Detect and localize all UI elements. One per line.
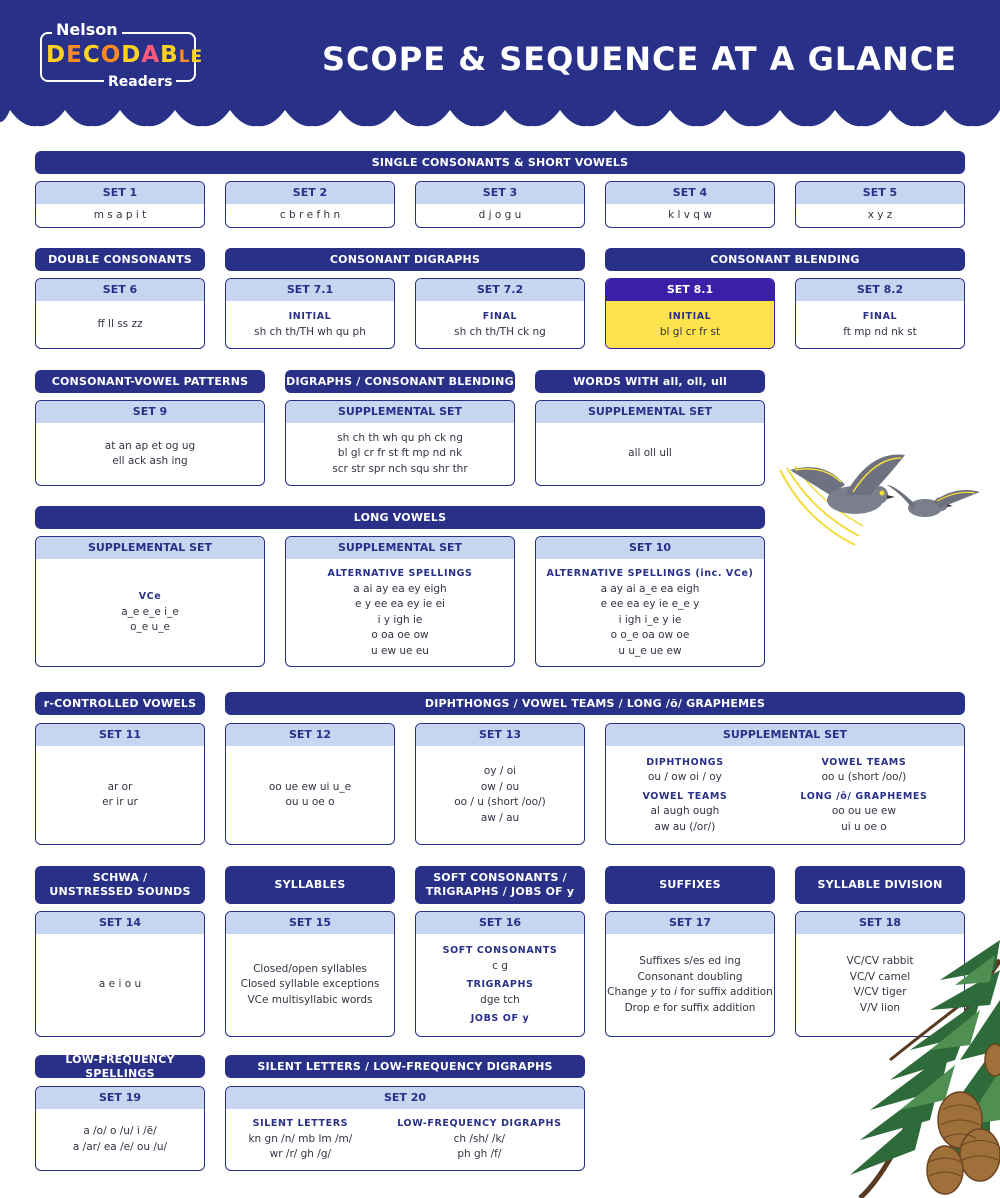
set-6-card [35,278,205,349]
supplemental-set-digraphs-card [285,400,515,486]
card-body [226,746,394,844]
card-body [536,559,764,666]
card-line: a e i o u [98,978,142,991]
text: for suffix addition [677,986,773,998]
logo-letter: A [141,42,161,68]
card-body [36,204,204,227]
scallop-border [0,104,1000,132]
text-italic: i [674,986,678,998]
card-body [226,204,394,227]
right-column [397,1116,561,1163]
card-header: SET 8.2 [796,279,964,301]
card-line: ou / ow oi / oy [648,771,722,784]
section-bar-syllables: SYLLABLES [225,866,395,904]
card-line: kn gn /n/ mb lm /m/ [248,1132,353,1145]
card-subheading: LOW-FREQUENCY DIGRAPHS [397,1118,562,1130]
card-body [416,301,584,348]
card-header: SET 4 [606,182,774,204]
card-subheading: FINAL [482,311,518,322]
supplemental-set-vce-card [35,536,265,667]
set-10-card [535,536,765,667]
logo-letter: B [160,42,179,68]
card-header: SET 12 [226,724,394,746]
card-header: SET 7.1 [226,279,394,301]
card-line: V/CV tiger [853,986,907,998]
card-body [796,204,964,227]
card-line: VC/CV rabbit [846,955,914,967]
card-line: scr str spr nch squ shr thr [332,462,468,475]
card-line: ow / ou [480,780,520,793]
logo-letter: L [178,47,191,67]
card-body [416,204,584,227]
card-header: SET 18 [796,912,964,934]
card-header: SET 16 [416,912,584,934]
card-line: oy / oi [483,765,517,777]
card-subheading: SOFT CONSONANTS [442,945,558,957]
supplemental-set-alternative-spellings-card [285,536,515,667]
logo-letter: C [82,42,101,68]
card-line: sh ch th/TH ck ng [454,325,546,338]
logo-letter: O [100,42,122,68]
nelson-decodable-logo [40,20,204,90]
set-7-1-card [225,278,395,349]
bar-line: SOFT CONSONANTS / [433,871,567,884]
card-line [625,1001,756,1017]
section-bar-diphthongs: DIPHTHONGS / VOWEL TEAMS / LONG /ō/ GRAPHEMES [225,692,965,715]
card-line: e y ee ea ey ie ei [355,598,445,610]
set-3-card [415,181,585,228]
text-italic: e [653,1001,660,1014]
set-8-1-card-highlighted [605,278,775,349]
text: for suffix addition [659,1001,756,1014]
card-line [607,985,773,1001]
left-column [643,755,728,836]
card-line: k l v q w [668,208,712,221]
card-line: VC/V camel [849,970,911,983]
section-bar-low-frequency-spellings: LOW-FREQUENCY SPELLINGS [35,1055,205,1078]
card-line: VCe multisyllabic words [247,993,373,1006]
card-header: SUPPLEMENTAL SET [606,724,964,746]
card-header: SUPPLEMENTAL SET [286,401,514,423]
text-italic: y [650,986,657,998]
card-line: u u_e ue ew [618,644,682,657]
card-header: SET 6 [36,279,204,301]
section-bar-r-controlled-vowels: r-CONTROLLED VOWELS [35,692,205,715]
section-bar-long-vowels: LONG VOWELS [35,506,765,529]
bar-line: TRIGRAPHS / JOBS OF y [425,885,575,898]
section-bar-single-consonants: SINGLE CONSONANTS & SHORT VOWELS [35,151,965,174]
card-subheading: DIPHTHONGS [646,756,724,768]
supplemental-set-all-card [535,400,765,486]
set-7-2-card [415,278,585,349]
card-line: er ir ur [102,796,138,808]
card-line: x y z [867,208,893,221]
section-bar-consonant-vowel-patterns: CONSONANT-VOWEL PATTERNS [35,370,265,393]
card-subheading: LONG /ō/ GRAPHEMES [800,790,928,802]
card-subheading: INITIAL [668,311,712,322]
card-line: a ai ay ea ey eigh [353,582,447,595]
card-line: oo / u (short /oo/) [454,796,546,808]
card-line: m s a p i t [93,208,147,221]
card-subheading: VCe [138,591,162,603]
bar-line: SCHWA / [92,871,148,884]
card-line: c g [492,959,508,972]
set-4-card [605,181,775,228]
card-header: SET 3 [416,182,584,204]
logo-nelson-text: Nelson [52,20,122,39]
card-subheading: INITIAL [288,311,332,322]
card-line: dge tch [480,993,520,1006]
card-subheading: ALTERNATIVE SPELLINGS [327,568,473,579]
card-header: SET 8.1 [606,279,774,301]
set-5-card [795,181,965,228]
section-bar-soft-consonants [415,866,585,904]
card-header: SET 9 [36,401,264,423]
set-9-card [35,400,265,486]
left-column [248,1116,352,1163]
section-bar-suffixes: SUFFIXES [605,866,775,904]
card-line: ar or [107,780,133,793]
card-body [416,746,584,844]
card-header: SET 1 [36,182,204,204]
card-header: SUPPLEMENTAL SET [36,537,264,559]
card-body [226,1109,584,1170]
card-subheading: VOWEL TEAMS [821,756,907,768]
set-2-card [225,181,395,228]
card-line: ou u oe o [285,796,335,808]
card-body [36,423,264,485]
card-line: wr /r/ gh /g/ [269,1148,332,1161]
pine-branch-illustration [830,940,1000,1198]
card-line: sh ch th/TH wh qu ph [254,325,366,338]
card-line: i y igh ie [377,613,423,626]
card-line: oo u (short /oo/) [821,771,907,784]
card-header: SET 13 [416,724,584,746]
set-20-card [225,1086,585,1171]
set-16-card [415,911,585,1037]
page-title: SCOPE & SEQUENCE AT A GLANCE [322,40,958,78]
card-line: aw au (/or/) [654,820,716,833]
card-line: ph gh /f/ [457,1148,502,1161]
set-12-card [225,723,395,845]
card-subheading: ALTERNATIVE SPELLINGS (inc. VCe) [546,568,754,579]
flying-birds-illustration [775,440,990,550]
logo-readers-text: Readers [104,74,176,90]
card-line: a_e e_e i_e [121,605,179,618]
card-line: Closed/open syllables [253,962,367,975]
set-11-card [35,723,205,845]
card-subheading: SILENT LETTERS [252,1118,349,1130]
two-column-content [226,1116,584,1163]
section-bar-double-consonants: DOUBLE CONSONANTS [35,248,205,271]
card-line: aw / au [480,811,520,824]
card-line: bl gl cr fr st [659,325,721,338]
card-body [36,934,204,1036]
text: Drop [624,1001,654,1014]
card-subheading: TRIGRAPHS [466,979,534,991]
card-line: a ay ai a_e ea eigh [600,582,700,595]
card-header: SET 19 [36,1087,204,1109]
card-line: V/V lion [859,1001,901,1014]
card-line: Closed syllable exceptions [240,978,380,991]
card-body [286,423,514,485]
card-line: sh ch th wh qu ph ck ng [337,431,463,444]
card-body [226,301,394,348]
logo-decodable-text [46,42,203,68]
section-bar-syllable-division: SYLLABLE DIVISION [795,866,965,904]
logo-letter: E [190,47,204,67]
logo-letter: D [46,42,67,68]
card-subheading: JOBS OF y [470,1013,530,1025]
card-line: ell ack ash ing [112,455,188,467]
set-13-card [415,723,585,845]
card-body [226,934,394,1036]
right-column [800,755,927,836]
set-1-card [35,181,205,228]
section-bar-silent-letters: SILENT LETTERS / LOW-FREQUENCY DIGRAPHS [225,1055,585,1078]
card-line: a /ar/ ea /e/ ou /u/ [72,1140,168,1153]
card-header: SET 5 [796,182,964,204]
card-body [796,301,964,348]
card-header: SUPPLEMENTAL SET [536,401,764,423]
card-header: SET 15 [226,912,394,934]
card-body [286,559,514,666]
card-body [606,934,774,1036]
set-14-card [35,911,205,1037]
card-line: oo ou ue ew [831,805,896,818]
card-line: i igh i_e y ie [618,613,682,626]
card-header: SET 2 [226,182,394,204]
card-body [36,301,204,348]
card-header: SET 11 [36,724,204,746]
card-line: ft mp nd nk st [843,325,917,338]
card-line: oo ue ew ui u_e [268,780,352,793]
card-line: o o_e oa ow oe [610,629,690,641]
card-body [536,423,764,485]
card-header: SET 7.2 [416,279,584,301]
logo-letter: D [121,42,142,68]
card-line: d j o g u [478,208,522,221]
set-19-card [35,1086,205,1171]
card-line: all oll ull [628,447,672,460]
card-header: SUPPLEMENTAL SET [286,537,514,559]
supplemental-set-diphthongs-card [605,723,965,845]
section-bar-consonant-blending: CONSONANT BLENDING [605,248,965,271]
card-line: Consonant doubling [637,970,743,983]
card-body [36,559,264,666]
section-bar-digraphs-consonant-blending: DIGRAPHS / CONSONANT BLENDING [285,370,515,393]
card-line: al augh ough [650,805,720,818]
card-body [606,746,964,844]
card-header: SET 10 [536,537,764,559]
card-subheading: FINAL [862,311,898,322]
text: Change [607,986,651,998]
set-17-card [605,911,775,1037]
card-line: a /o/ o /u/ i /ē/ [83,1125,157,1137]
card-line: ui u oe o [841,820,887,833]
two-column-content [606,755,964,836]
card-line: o_e u_e [130,621,170,634]
card-line: ff ll ss zz [97,317,143,330]
card-header: SET 14 [36,912,204,934]
card-line: c b r e f h n [279,208,341,221]
section-bar-schwa [35,866,205,904]
card-body [416,934,584,1036]
card-line: Suffixes s/es ed ing [639,955,741,967]
card-line: u ew ue eu [371,644,429,657]
card-line: o oa oe ow [371,629,429,641]
card-subheading: VOWEL TEAMS [642,790,728,802]
card-body [36,746,204,844]
card-body [606,301,774,348]
section-bar-consonant-digraphs: CONSONANT DIGRAPHS [225,248,585,271]
card-body [606,204,774,227]
card-line: ch /sh/ /k/ [453,1132,506,1145]
card-line: bl gl cr fr st ft mp nd nk [337,447,463,460]
card-body [36,1109,204,1170]
card-header: SET 17 [606,912,774,934]
logo-letter: E [66,42,83,68]
set-8-2-card [795,278,965,349]
section-bar-words-with-all: WORDS WITH all, oll, ull [535,370,765,393]
card-line: e ee ea ey ie e_e y [600,598,700,610]
card-line: at an ap et og ug [104,439,196,452]
card-header: SET 20 [226,1087,584,1109]
text: to [656,986,675,998]
bar-line: UNSTRESSED SOUNDS [49,885,191,898]
set-15-card [225,911,395,1037]
